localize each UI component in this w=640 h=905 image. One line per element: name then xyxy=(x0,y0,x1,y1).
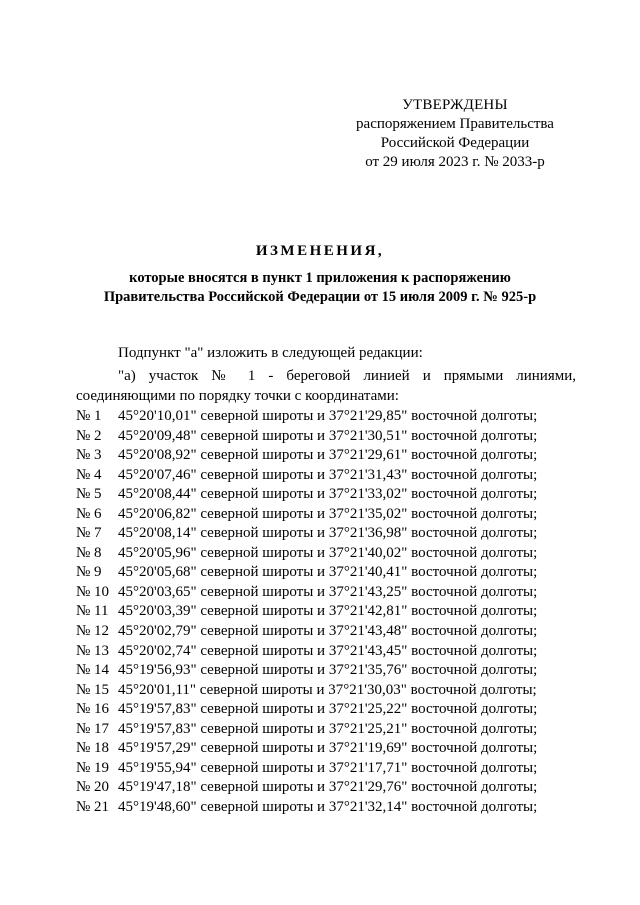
point-number: № 19 xyxy=(76,759,110,776)
point-number: № 21 xyxy=(76,798,110,815)
coordinate-row xyxy=(76,544,537,564)
point-coordinates: 45°20'07,46" северной широты и 37°21'31,43" восточной долготы; xyxy=(118,466,538,483)
point-number: № 15 xyxy=(76,681,110,698)
point-coordinates: 45°20'10,01" северной широты и 37°21'29,85" восточной долготы; xyxy=(118,408,538,424)
point-number: № 17 xyxy=(76,720,110,737)
coordinate-row xyxy=(76,661,537,681)
coordinate-row xyxy=(76,681,537,701)
coordinate-row xyxy=(76,700,537,720)
coordinate-row xyxy=(76,524,537,544)
point-coordinates: 45°20'01,11" северной широты и 37°21'30,03" восточной долготы; xyxy=(118,681,537,698)
coordinate-row xyxy=(76,485,537,505)
point-number: № 13 xyxy=(76,642,110,659)
point-coordinates: 45°19'57,83" северной широты и 37°21'25,21" восточной долготы; xyxy=(118,720,538,737)
coordinate-row xyxy=(76,505,537,525)
coordinate-row xyxy=(76,446,537,466)
approval-heading: УТВЕРЖДЕНЫ xyxy=(402,97,508,113)
coordinate-row xyxy=(76,622,537,642)
point-coordinates: 45°20'05,68" северной широты и 37°21'40,41" восточной долготы; xyxy=(118,564,538,581)
point-number: № 12 xyxy=(76,623,110,640)
point-coordinates: 45°20'08,44" северной широты и 37°21'33,02" восточной долготы; xyxy=(118,486,538,503)
approval-block xyxy=(330,96,580,172)
coordinate-row xyxy=(76,642,537,662)
approval-line-2: Российской Федерации xyxy=(380,135,530,151)
coordinate-row xyxy=(76,427,537,447)
coordinate-row xyxy=(76,583,537,603)
point-coordinates: 45°20'06,82" северной широты и 37°21'35,02" восточной долготы; xyxy=(118,505,538,522)
point-number: № 4 xyxy=(76,466,102,483)
point-coordinates: 45°19'48,60" северной широты и 37°21'32,14" восточной долготы; xyxy=(118,798,538,815)
approval-line-3: от 29 июля 2023 г. № 2033-р xyxy=(365,154,545,170)
paragraph-text xyxy=(76,366,576,406)
paragraph-line-1: "а) участок № 1 - береговой линией и прямыми линиями, xyxy=(118,368,576,384)
point-coordinates: 45°20'08,14" северной широты и 37°21'36,98" восточной долготы; xyxy=(118,525,538,542)
point-number: № 6 xyxy=(76,505,102,522)
coordinates-list xyxy=(76,407,537,817)
coordinate-row xyxy=(76,466,537,486)
coordinate-row xyxy=(76,739,537,759)
subtitle-line-1: которые вносятся в пункт 1 приложения к распоряжению xyxy=(129,270,511,286)
coordinate-row xyxy=(76,563,537,583)
point-coordinates: 45°20'02,79" северной широты и 37°21'43,48" восточной долготы; xyxy=(118,623,538,640)
document-subtitle xyxy=(70,269,570,307)
coordinate-row xyxy=(76,778,537,798)
coordinate-row xyxy=(76,798,537,818)
point-number: № 20 xyxy=(76,779,110,796)
point-coordinates: 45°19'57,83" северной широты и 37°21'25,22" восточной долготы; xyxy=(118,701,538,718)
point-coordinates: 45°19'55,94" северной широты и 37°21'17,71" восточной долготы; xyxy=(118,759,538,776)
paragraph-line-2: соединяющими по порядку точки с координатами: xyxy=(76,388,399,404)
document-title: ИЗМЕНЕНИЯ, xyxy=(255,243,385,259)
approval-line-1: распоряжением Правительства xyxy=(356,116,554,132)
point-number: № 18 xyxy=(76,740,110,757)
point-number: № 5 xyxy=(76,486,102,503)
point-number: № 16 xyxy=(76,701,110,718)
point-number: № 2 xyxy=(76,427,102,444)
point-coordinates: 45°20'08,92" северной широты и 37°21'29,61" восточной долготы; xyxy=(118,447,538,464)
coordinate-row xyxy=(76,602,537,622)
intro-text: Подпункт "а" изложить в следующей редакции: xyxy=(118,345,423,361)
point-coordinates: 45°20'02,74" северной широты и 37°21'43,45" восточной долготы; xyxy=(118,642,538,659)
point-coordinates: 45°19'47,18" северной широты и 37°21'29,76" восточной долготы; xyxy=(118,779,538,796)
coordinate-row xyxy=(76,407,537,427)
point-coordinates: 45°20'03,39" северной широты и 37°21'42,81" восточной долготы; xyxy=(118,603,538,620)
point-coordinates: 45°20'05,96" северной широты и 37°21'40,02" восточной долготы; xyxy=(118,544,538,561)
point-number: № 1 xyxy=(76,408,102,424)
point-number: № 3 xyxy=(76,447,102,464)
coordinate-row xyxy=(76,720,537,740)
point-coordinates: 45°20'03,65" северной широты и 37°21'43,25" восточной долготы; xyxy=(118,583,538,600)
point-coordinates: 45°20'09,48" северной широты и 37°21'30,51" восточной долготы; xyxy=(118,427,538,444)
point-number: № 10 xyxy=(76,583,110,600)
point-number: № 7 xyxy=(76,525,102,542)
point-number: № 9 xyxy=(76,564,102,581)
coordinate-row xyxy=(76,759,537,779)
point-number: № 14 xyxy=(76,662,110,679)
point-coordinates: 45°19'56,93" северной широты и 37°21'35,76" восточной долготы; xyxy=(118,662,538,679)
subtitle-line-2: Правительства Российской Федерации от 15 июля 2009 г. № 925-р xyxy=(103,289,537,305)
point-number: № 11 xyxy=(76,603,109,620)
point-number: № 8 xyxy=(76,544,102,561)
point-coordinates: 45°19'57,29" северной широты и 37°21'19,69" восточной долготы; xyxy=(118,740,538,757)
